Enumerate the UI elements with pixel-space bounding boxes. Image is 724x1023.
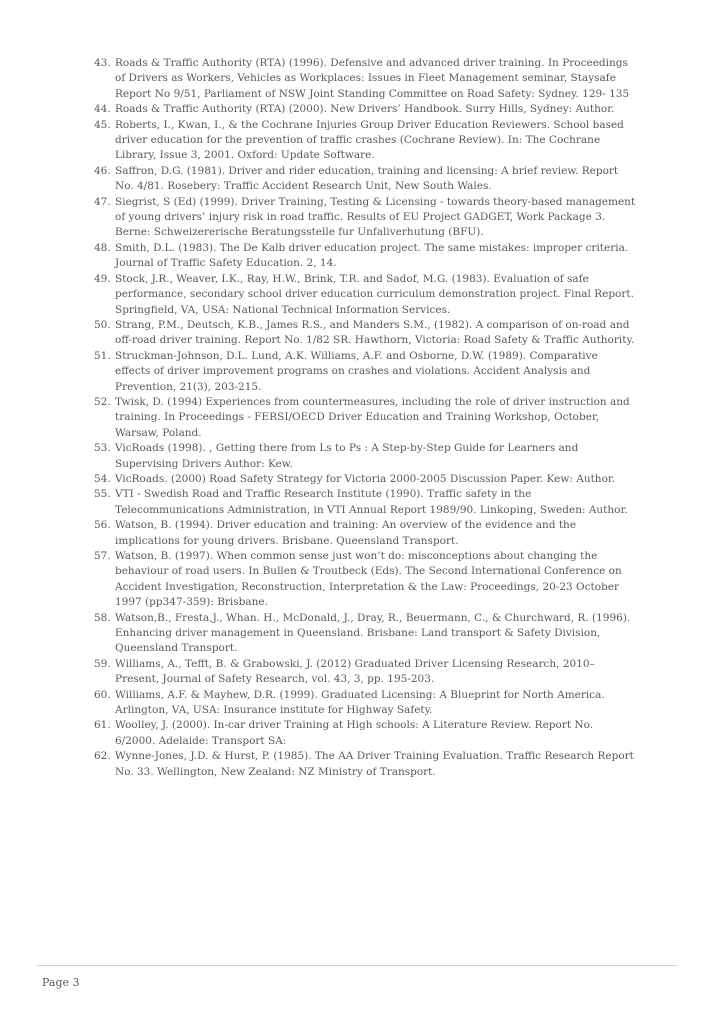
- reference-item: [94, 102, 636, 117]
- reference-item: [94, 518, 636, 549]
- reference-number: 56.: [94, 519, 111, 532]
- reference-item: [94, 611, 636, 657]
- reference-number: 58.: [94, 611, 111, 624]
- reference-item: [94, 118, 636, 164]
- reference-text: Watson,B., Fresta,J., Whan. H., McDonald, J., Dray, R., Beuermann, C., & Churchward, R. (1996). Enhancing driver management in Queensland. Brisbane: Land transport & Safety Division, Queensland Transport.: [115, 611, 631, 655]
- reference-text: Smith, D.L. (1983). The De Kalb driver education project. The same mistakes: improper criteria. Journal of Traffic Safety Education. 2, 14.: [115, 241, 629, 270]
- reference-number: 52.: [94, 395, 111, 408]
- reference-text: VicRoads. (2000) Road Safety Strategy for Victoria 2000-2005 Discussion Paper. Kew: Author.: [115, 472, 616, 485]
- reference-number: 50.: [94, 318, 111, 331]
- reference-text: Williams, A.F. & Mayhew, D.R. (1999). Graduated Licensing: A Blueprint for North America. Arlington, VA, USA: Insurance institute for Highway Safety.: [115, 688, 605, 717]
- reference-text: Roads & Traffic Authority (RTA) (1996). Defensive and advanced driver training. In Proceedings of Drivers as Workers, Vehicles as Workplaces: Issues in Fleet Management seminar, Staysafe Report No 9/51, Parliament of NSW Joint Standing Committee on Road Safety: Sydney. 129- 135: [115, 57, 630, 100]
- reference-item: [94, 657, 636, 688]
- reference-list: [94, 56, 636, 780]
- page-number-label: Page 3: [42, 976, 80, 989]
- reference-item: [94, 272, 636, 318]
- footer-divider: [37, 965, 677, 966]
- reference-item: [94, 241, 636, 272]
- reference-text: Roberts, I., Kwan, I., & the Cochrane Injuries Group Driver Education Reviewers. School based driver education for the prevention of traffic crashes (Cochrane Review). In: The Cochrane Library, Issue 3, 2001. Oxford: Update Software.: [115, 118, 624, 162]
- reference-item: [94, 56, 636, 102]
- reference-text: Watson, B. (1997). When common sense just won’t do: misconceptions about changing the behaviour of road users. In Bullen & Troutbeck (Eds). The Second International Conference on Accident Investigation, Reconstruction, Interpretation & the Law: Proceedings, 20-23 October 1997 (pp347-359): Brisbane.: [115, 550, 622, 609]
- reference-text: Twisk, D. (1994) Experiences from countermeasures, including the role of driver instruction and training. In Proceedings - FERSI/OECD Driver Education and Training Workshop, October, Warsaw, Poland.: [115, 395, 630, 439]
- reference-number: 43.: [94, 57, 111, 69]
- reference-item: [94, 718, 636, 749]
- reference-item: [94, 164, 636, 195]
- reference-text: Roads & Traffic Authority (RTA) (2000). New Drivers’ Handbook. Surry Hills, Sydney: Author.: [115, 103, 615, 116]
- reference-number: 49.: [94, 272, 111, 285]
- reference-number: 45.: [94, 118, 111, 131]
- reference-text: VicRoads (1998). , Getting there from Ls to Ps : A Step-by-Step Guide for Learners and Supervising Drivers Author: Kew.: [115, 442, 579, 470]
- reference-item: [94, 195, 636, 241]
- reference-number: 59.: [94, 657, 111, 670]
- reference-text: Watson, B. (1994). Driver education and training: An overview of the evidence and the implications for young drivers. Brisbane. Queensland Transport.: [115, 519, 577, 547]
- reference-number: 61.: [94, 719, 111, 732]
- reference-text: Stock, J.R., Weaver, I.K., Ray, H.W., Brink, T.R. and Sadof, M.G. (1983). Evaluation of safe performance, secondary school driver education curriculum demonstration project. Final Report. Springfield, VA, USA: National Technical Information Services.: [115, 272, 634, 316]
- reference-number: 55.: [94, 488, 111, 501]
- reference-item: [94, 472, 636, 487]
- reference-item: [94, 441, 636, 472]
- reference-text: Woolley, J. (2000). In-car driver Training at High schools: A Literature Review. Report No. 6/2000. Adelaide: Transport SA:: [115, 719, 594, 747]
- reference-item: [94, 549, 636, 611]
- reference-text: Strang, P.M., Deutsch, K.B., James R.S., and Manders S.M., (1982). A comparison of on-road and off-road driver training. Report No. 1/82 SR. Hawthorn, Victoria: Road Safety & Traffic Authority.: [115, 318, 635, 347]
- references-section: [94, 56, 636, 780]
- reference-number: 46.: [94, 164, 111, 177]
- reference-text: VTI - Swedish Road and Traffic Research Institute (1990). Traffic safety in the Telecommunications Administration, in VTI Annual Report 1989/90. Linkoping, Sweden: Author.: [115, 488, 628, 516]
- reference-item: [94, 349, 636, 395]
- reference-number: 53.: [94, 442, 111, 455]
- reference-number: 60.: [94, 688, 111, 701]
- reference-text: Siegrist, S (Ed) (1999). Driver Training, Testing & Licensing - towards theory-based management of young drivers’ injury risk in road traffic. Results of EU Project GADGET, Work Package 3. Berne: Schweizererische Beratungsstelle fur Unfaliverhutung (BFU).: [115, 195, 636, 239]
- reference-number: 57.: [94, 550, 111, 562]
- reference-item: [94, 395, 636, 441]
- reference-number: 44.: [94, 103, 111, 116]
- reference-number: 51.: [94, 349, 111, 362]
- reference-number: 62.: [94, 750, 111, 763]
- reference-item: [94, 688, 636, 719]
- reference-item: [94, 487, 636, 518]
- reference-item: [94, 318, 636, 349]
- reference-text: Williams, A., Tefft, B. & Grabowski, J. (2012) Graduated Driver Licensing Research, 2010–Present, Journal of Safety Research, vol. 43, 3, pp. 195-203.: [115, 657, 595, 686]
- reference-text: Struckman-Johnson, D.L. Lund, A.K. Williams, A.F. and Osborne, D.W. (1989). Comparative effects of driver improvement programs on crashes and violations. Accident Analysis and Prevention, 21(3), 203-215.: [115, 349, 598, 393]
- reference-number: 47.: [94, 195, 111, 208]
- reference-number: 54.: [94, 472, 111, 485]
- reference-number: 48.: [94, 241, 111, 254]
- reference-item: [94, 749, 636, 780]
- reference-text: Wynne-Jones, J.D. & Hurst, P. (1985). The AA Driver Training Evaluation. Traffic Research Report No. 33. Wellington, New Zealand: NZ Ministry of Transport.: [115, 750, 634, 778]
- reference-text: Saffron, D.G. (1981). Driver and rider education, training and licensing: A brief review. Report No. 4/81. Rosebery: Traffic Accident Research Unit, New South Wales.: [115, 164, 619, 193]
